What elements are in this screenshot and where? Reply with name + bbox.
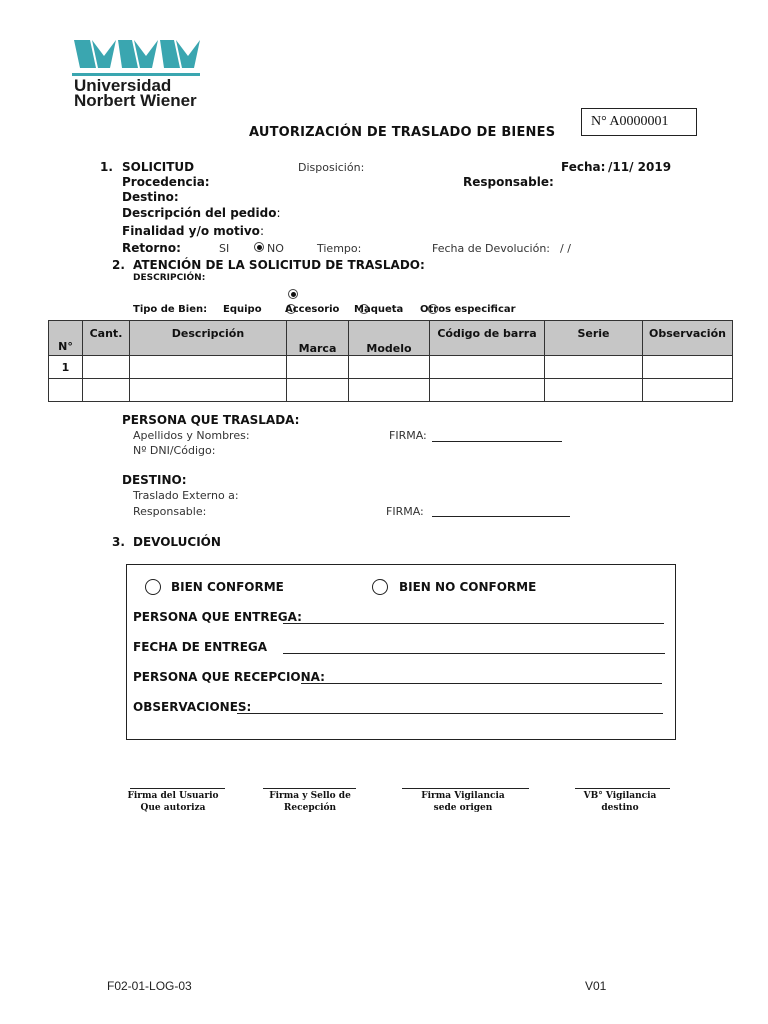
tipo-bien-option-maqueta: Maqueta [354, 304, 404, 315]
bien-no-conforme-radio[interactable] [372, 579, 388, 595]
table-cell[interactable] [83, 356, 130, 379]
apellidos-label: Apellidos y Nombres: [133, 429, 250, 442]
destino-firma-line[interactable] [432, 516, 570, 517]
descripcion-pedido-label: Descripción del pedido: [122, 206, 281, 220]
col-header-modelo: Modelo [349, 321, 430, 356]
tipo-bien-radio-1[interactable] [288, 289, 298, 299]
fecha-devolucion-label: Fecha de Devolución: [432, 242, 551, 255]
col-header-marca: Marca [287, 321, 349, 356]
bien-conforme-label: BIEN CONFORME [171, 580, 284, 594]
table-cell[interactable] [430, 379, 545, 402]
section3-heading: DEVOLUCIÓN [133, 535, 221, 549]
signature-usuario-line1: Firma del Usuario [127, 791, 219, 801]
responsable-label: Responsable: [463, 175, 554, 189]
table-row [49, 379, 733, 402]
signature-line-vigilancia-origen [402, 788, 529, 789]
retorno-no-radio[interactable] [254, 242, 264, 252]
signature-recepcion-line2: Recepción [283, 803, 337, 813]
items-table [48, 320, 733, 402]
table-cell[interactable] [287, 356, 349, 379]
col-header-descripcion: Descripción [130, 321, 287, 356]
university-logo [72, 38, 242, 108]
destino-label: Destino: [122, 190, 179, 204]
col-header-observacion: Observación [643, 321, 733, 356]
dni-label: Nº DNI/Código: [133, 444, 216, 457]
tipo-bien-option-equipo: Equipo [223, 304, 262, 315]
table-cell[interactable] [545, 356, 643, 379]
table-cell[interactable] [545, 379, 643, 402]
bien-no-conforme-label: BIEN NO CONFORME [399, 580, 537, 594]
finalidad-label: Finalidad y/o motivo: [122, 224, 264, 238]
destino-firma-label: FIRMA: [386, 505, 424, 518]
table-cell[interactable]: 1 [49, 356, 83, 379]
col-header-numero: N° [49, 321, 83, 356]
signature-usuario-line2: Que autoriza [140, 803, 206, 813]
traslado-externo-label: Traslado Externo a: [133, 489, 239, 502]
disposicion-label: Disposición: [298, 161, 365, 174]
signature-vigilancia-origen-line2: sede origen [433, 803, 493, 813]
procedencia-label: Procedencia: [122, 175, 210, 189]
bien-conforme-radio[interactable] [145, 579, 161, 595]
persona-entrega-line[interactable] [283, 623, 664, 624]
table-cell[interactable] [349, 356, 430, 379]
logo-mark-icon [74, 38, 202, 72]
retorno-si-label: SI [219, 242, 230, 255]
table-header-row [49, 321, 733, 356]
signature-line-usuario [130, 788, 225, 789]
tipo-bien-option-accesorio: Accesorio [285, 304, 340, 315]
retorno-label: Retorno: [122, 241, 181, 255]
tiempo-label: Tiempo: [317, 242, 362, 255]
signature-recepcion [255, 790, 365, 814]
document-number: N° A0000001 [581, 108, 697, 136]
observaciones-label: OBSERVACIONES: [133, 700, 252, 714]
footer-form-code: F02-01-LOG-03 [107, 979, 192, 993]
table-cell[interactable] [643, 379, 733, 402]
table-cell[interactable] [83, 379, 130, 402]
page-title: AUTORIZACIÓN DE TRASLADO DE BIENES [249, 125, 556, 140]
col-header-cantidad: Cant. [83, 321, 130, 356]
tipo-bien-option-otros: Otros especificar [420, 304, 516, 315]
signature-vigilancia-destino-line1: VB° Vigilancia [583, 791, 657, 801]
table-cell[interactable] [430, 356, 545, 379]
table-cell[interactable] [49, 379, 83, 402]
destino-heading: DESTINO: [122, 473, 187, 487]
signature-vigilancia-origen-line1: Firma Vigilancia [421, 791, 505, 801]
persona-recepciona-label: PERSONA QUE RECEPCIONA: [133, 670, 325, 684]
signature-recepcion-line1: Firma y Sello de [269, 791, 351, 801]
tipo-bien-label: Tipo de Bien: [133, 304, 208, 315]
table-row [49, 356, 733, 379]
fecha-value: /11/ 2019 [608, 160, 672, 174]
table-cell[interactable] [349, 379, 430, 402]
logo-text-line1: Universidad [74, 76, 172, 95]
signature-line-recepcion [263, 788, 356, 789]
table-cell[interactable] [130, 356, 287, 379]
descripcion-label: DESCRIPCIÓN: [133, 273, 206, 283]
fecha-label: Fecha: [561, 160, 606, 174]
persona-firma-label: FIRMA: [389, 429, 427, 442]
persona-entrega-label: PERSONA QUE ENTREGA: [133, 610, 302, 624]
signature-vigilancia-origen [408, 790, 518, 814]
signature-vigilancia-destino [565, 790, 675, 814]
retorno-no-label: NO [267, 242, 284, 255]
fecha-devolucion-value: / / [560, 242, 571, 255]
signature-vigilancia-destino-line2: destino [601, 803, 639, 813]
table-cell[interactable] [287, 379, 349, 402]
col-header-codigo-barra: Código de barra [430, 321, 545, 356]
col-header-serie: Serie [545, 321, 643, 356]
section1-number: 1. [100, 160, 113, 174]
observaciones-line[interactable] [237, 713, 663, 714]
signature-line-vigilancia-destino [575, 788, 670, 789]
table-cell[interactable] [130, 379, 287, 402]
section2-heading: ATENCIÓN DE LA SOLICITUD DE TRASLADO: [133, 258, 425, 272]
persona-firma-line[interactable] [432, 441, 562, 442]
persona-recepciona-line[interactable] [301, 683, 662, 684]
section2-number: 2. [112, 258, 125, 272]
footer-version: V01 [585, 979, 607, 993]
fecha-entrega-label: FECHA DE ENTREGA [133, 640, 268, 654]
persona-traslada-heading: PERSONA QUE TRASLADA: [122, 413, 300, 427]
table-cell[interactable] [643, 356, 733, 379]
destino-responsable-label: Responsable: [133, 505, 207, 518]
fecha-entrega-line[interactable] [283, 653, 665, 654]
logo-text-line2: Norbert Wiener [74, 91, 197, 110]
section1-heading: SOLICITUD [122, 160, 195, 174]
section3-number: 3. [112, 535, 125, 549]
signature-usuario [118, 790, 228, 814]
